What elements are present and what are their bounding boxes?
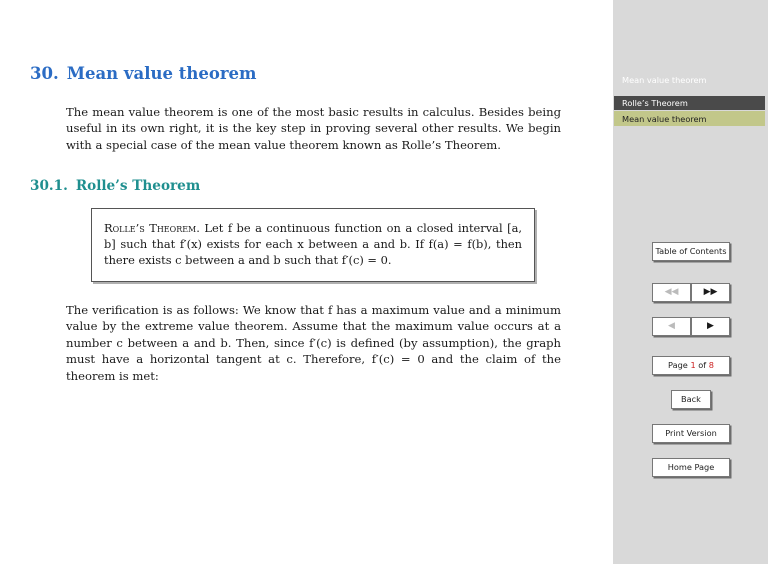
- section-title: Mean value theorem: [66, 64, 257, 83]
- proof-paragraph: The verification is as follows: We know that f has a maximum value and a minimum value by the extreme value theorem. Assume that the maximum value occurs at a number c between a and b. Then, since f′(c) is defined (by assumption), the graph must have a horizontal tangent at c. Therefore, f′(c) = 0 and the claim of the theorem is met:: [66, 303, 561, 383]
- double-left-arrow-icon: ◀◀: [664, 287, 679, 297]
- back-button[interactable]: Back: [671, 390, 711, 409]
- first-page-button[interactable]: [652, 283, 691, 302]
- subsection-number: 30.1.: [30, 178, 68, 194]
- page-label: Page: [668, 360, 688, 370]
- section-number: 30.: [30, 64, 59, 83]
- next-page-button[interactable]: [691, 317, 730, 336]
- double-right-arrow-icon: ▶▶: [703, 287, 718, 297]
- sidebar-title: Mean value theorem: [622, 75, 707, 85]
- theorem-box: [91, 208, 535, 282]
- sidebar-item-rolles-theorem[interactable]: Rolle’s Theorem: [614, 96, 765, 110]
- print-version-button[interactable]: Print Version: [652, 424, 730, 443]
- home-page-button[interactable]: Home Page: [652, 458, 730, 477]
- theorem-name: Rolle’s Theorem.: [104, 221, 200, 235]
- page-current: 1: [690, 360, 696, 370]
- page-of: of: [698, 360, 707, 370]
- right-arrow-icon: ▶: [707, 321, 714, 331]
- subsection-heading: [30, 178, 200, 194]
- page-indicator: [652, 356, 730, 375]
- theorem-statement: Let f be a continuous function on a closed interval [a, b] such that f′(x) exists for each x between a and b. If f(a) = f(b), then there exists c between a and b such that f′(c) = 0.: [104, 221, 522, 267]
- intro-paragraph: The mean value theorem is one of the most basic results in calculus. Besides being useful in its own right, it is the key step in proving several other results. We begin with a special case of the mean value theorem known as Rolle’s Theorem.: [66, 105, 561, 152]
- previous-page-button[interactable]: [652, 317, 691, 336]
- subsection-title: Rolle’s Theorem: [75, 178, 201, 194]
- table-of-contents-button[interactable]: Table of Contents: [652, 242, 730, 261]
- last-page-button[interactable]: [691, 283, 730, 302]
- sidebar-item-mean-value-theorem[interactable]: Mean value theorem: [614, 111, 765, 126]
- page-total: 8: [708, 360, 714, 370]
- left-arrow-icon: ◀: [668, 321, 675, 331]
- section-heading: [30, 64, 256, 83]
